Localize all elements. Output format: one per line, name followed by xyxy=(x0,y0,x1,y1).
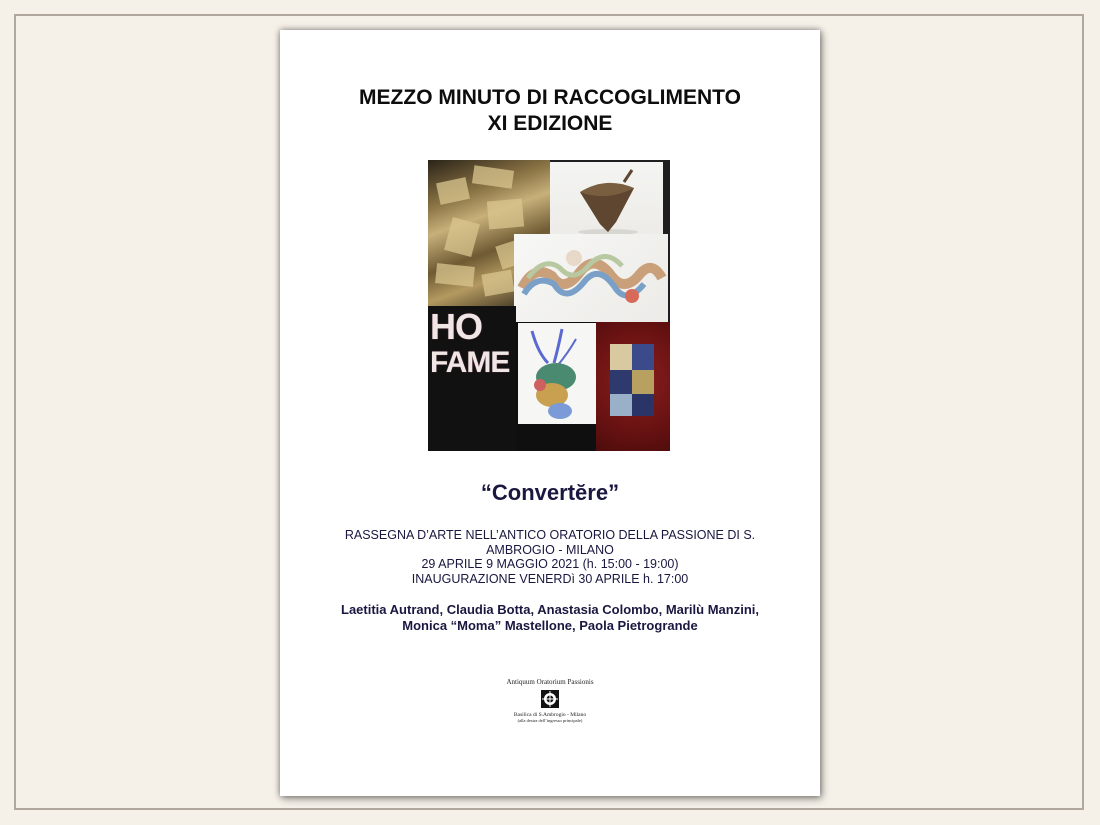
logo-line-3: (alla destra dell’ingresso principale) xyxy=(517,718,583,723)
oratorium-emblem-icon xyxy=(540,689,560,709)
collage-text-fame: FAME xyxy=(430,346,510,379)
title-line-2: XI EDIZIONE xyxy=(487,112,613,135)
oratorium-logo xyxy=(280,678,820,723)
exhibition-details xyxy=(280,528,820,586)
collage-text-ho: HO xyxy=(430,306,482,347)
artists-line-1: Laetitia Autrand, Claudia Botta, Anastasia Colombo, Marilù Manzini, xyxy=(341,602,759,617)
exhibition-subtitle: “Convertĕre” xyxy=(480,480,620,505)
artists-line-2: Monica “Moma” Mastellone, Paola Pietrogrande xyxy=(402,618,698,633)
details-line-1: RASSEGNA D’ARTE NELL’ANTICO ORATORIO DELLA PASSIONE DI S. xyxy=(344,528,756,542)
poster-title xyxy=(280,85,820,137)
spinning-top-image xyxy=(550,162,663,239)
details-line-3: 29 APRILE 9 MAGGIO 2021 (h. 15:00 - 19:00) xyxy=(421,557,679,571)
artists-list xyxy=(280,602,820,634)
wire-sculpture-image xyxy=(518,323,596,424)
textile-patchwork-image xyxy=(596,322,670,451)
title-line-1: MEZZO MINUTO DI RACCOGLIMENTO xyxy=(359,86,741,109)
paper-chain-image xyxy=(514,234,668,322)
artwork-collage xyxy=(428,160,670,451)
ho-fame-artwork xyxy=(428,306,516,451)
logo-line-2: Basilica di S.Ambrogio - Milano xyxy=(513,712,587,718)
details-line-2: AMBROGIO - MILANO xyxy=(486,542,614,557)
details-line-4: INAUGURAZIONE VENERDì 30 APRILE h. 17:00 xyxy=(411,571,689,586)
poster-page xyxy=(280,30,820,796)
logo-line-1: Antiquum Oratorium Passionis xyxy=(506,678,594,686)
